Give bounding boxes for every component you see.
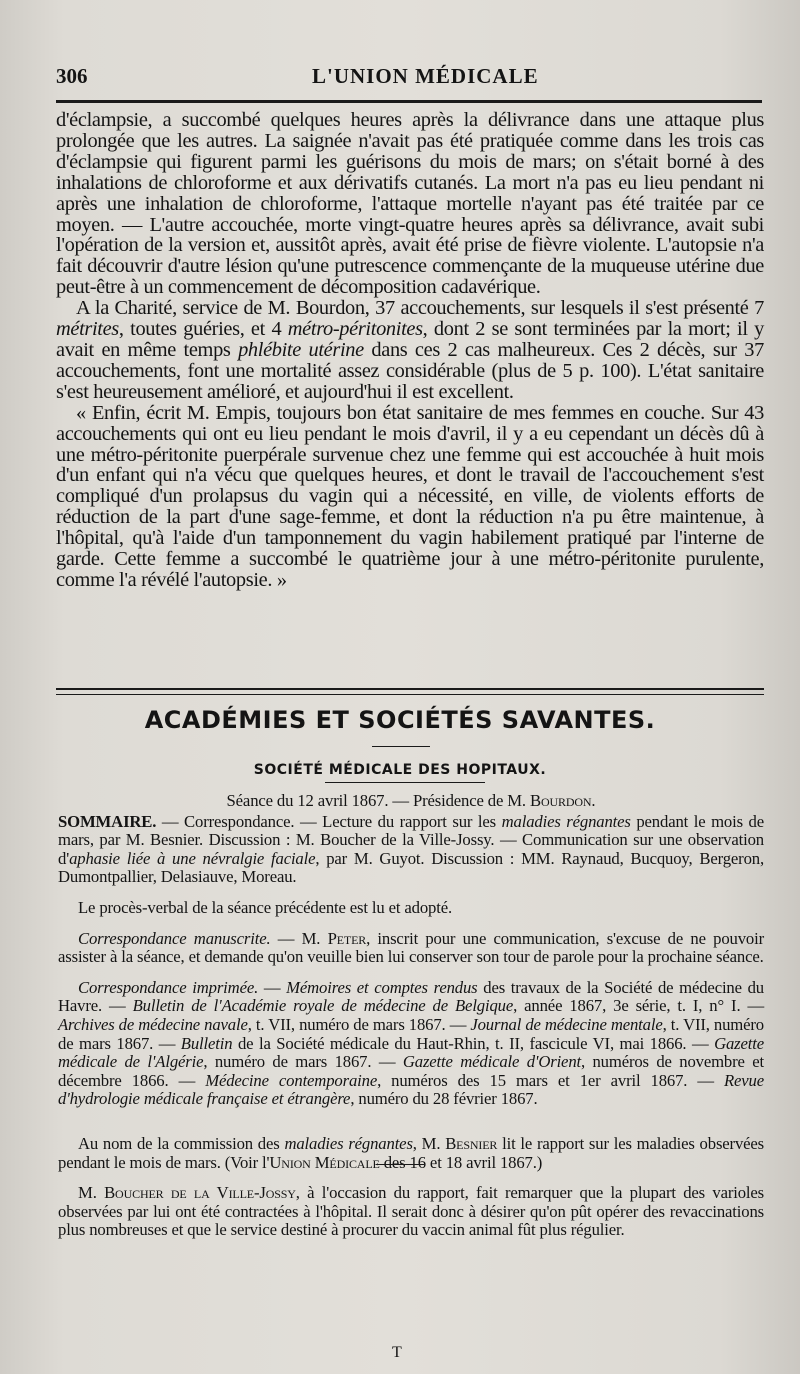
- text-run: , toutes guéries, et 4: [118, 318, 288, 341]
- text-run: pendant le mois de mars, par M. Besnier. Discussion : M. Boucher de la Ville-Jossy. — Communication sur une observation d': [58, 811, 764, 868]
- person-name: Boucher de la Ville-Jossy: [104, 1183, 296, 1203]
- sommaire-heading: SOMMAIRE.: [58, 811, 157, 831]
- text-run: —: [258, 977, 287, 997]
- separator-rule: [376, 1164, 424, 1165]
- text-run: , numéros des 15 mars et 1er avril 1867. —: [377, 1070, 724, 1090]
- text-run: , dont 2 se sont terminées par la mort; il y avait en même temps: [56, 318, 764, 361]
- text-run: , année 1867, 3e série, t. I, n° I. —: [513, 996, 765, 1016]
- italic-term: Médecine contemporaine: [205, 1070, 378, 1090]
- president-name: Bourdon: [529, 791, 592, 810]
- title-rule: [372, 746, 430, 747]
- italic-term: Bulletin: [180, 1033, 233, 1053]
- section-title: ACADÉMIES ET SOCIÉTÉS SAVANTES.: [144, 706, 656, 734]
- text-run: lit le rapport sur les maladies observées pendant le mois de mars. (Voir l': [58, 1133, 765, 1172]
- boucher-paragraph: [58, 1184, 764, 1240]
- footer-mark: T: [392, 1344, 402, 1361]
- page-number: 306: [56, 64, 88, 88]
- text-run: , M.: [412, 1133, 446, 1153]
- text-run: — M.: [270, 928, 328, 948]
- society-title: SOCIÉTÉ MÉDICALE DES HOPITAUX.: [253, 762, 547, 778]
- text-run: , à l'occasion du rapport, fait remarquer que la plupart des varioles observées par lui ont été contractées à l'hôpital. Il serait donc à désirer qu'on pût opérer des revaccinations plus nombreuses et que le service destiné à procurer du vaccin animal fût plus régulier.: [58, 1183, 764, 1240]
- italic-term: métrites: [56, 318, 119, 341]
- correspondance-manuscrite: [58, 930, 764, 967]
- text-run: A la Charité, service de M. Bourdon, 37 accouchements, sur lesquels il s'est présenté 7: [76, 297, 764, 320]
- italic-term: Revue d'hydrologie médicale française et étrangère: [58, 1070, 764, 1109]
- sommaire: [58, 813, 764, 887]
- paragraph-charite: [56, 298, 764, 403]
- italic-term: Bulletin de l'Académie royale de médecine de Belgique: [132, 996, 514, 1016]
- italic-term: aphasie liée à une névralgie faciale: [69, 848, 316, 868]
- text-run: M.: [78, 1183, 105, 1203]
- text-run: des travaux de la Société de médecine du Havre. —: [58, 977, 765, 1016]
- paragraph-empis: « Enfin, écrit M. Empis, toujours bon état sanitaire de mes femmes en couche. Sur 43 accouchements qui ont eu lieu pendant le mois d'avril, il y a eu cependant un décès dû à une métro-péritonite puerpérale survenue chez une femme qui est accouchée à huit mois d'un enfant qui n'a vécu que quelques heures, et dont le travail de l'accouchement s'est compliqué d'un prolapsus du vagin qui a nécessité, en ville, de violents efforts de réduction de la part d'une sage-femme, et dont la réduction n'a pu être maintenue, à l'hôpital, qu'à l'aide d'un tamponnement du vagin habilement pratiqué par l'interne de garde. Cette femme a succombé le quatrième jour à une métro-péritonite purulente, comme l'a révélé l'autopsie. »: [56, 401, 764, 591]
- text-run: Séance du 12 avril 1867. — Présidence de M.: [226, 791, 530, 810]
- text-run: , numéro du 28 février 1867.: [350, 1089, 538, 1109]
- seance-line: [58, 792, 764, 811]
- person-name: Besnier: [445, 1133, 498, 1153]
- text-run: .: [591, 791, 596, 810]
- text-run: de la Société médicale du Haut-Rhin, t. II, fascicule VI, mai 1866. —: [232, 1033, 715, 1053]
- proces-verbal: Le procès-verbal de la séance précédente est lu et adopté.: [78, 897, 452, 917]
- society-report: [58, 792, 764, 1240]
- header-rule: [56, 100, 762, 103]
- italic-term: phlébite utérine: [238, 338, 364, 361]
- italic-term: Mémoires et comptes rendus: [286, 977, 478, 997]
- correspondance-imprimee: [58, 979, 764, 1109]
- section-divider: [56, 688, 764, 695]
- text-run: , t. VII, numéro de mars 1867. —: [247, 1014, 471, 1034]
- text-run: , inscrit pour une communication, s'excuse de ne pouvoir assister à la séance, et demande qu'on veuille bien lui conserver son tour de parole pour la prochaine séance.: [58, 928, 764, 967]
- running-title: L'UNION MÉDICALE: [312, 64, 539, 88]
- text-run: , numéros de novembre et décembre 1866. —: [58, 1052, 764, 1090]
- italic-term: maladies régnantes: [501, 811, 631, 831]
- text-run: dans ces 2 cas malheureux. Ces 2 décès, sur 37 accouchements, font une mortalité assez considérable (plus de 5 p. 100). L'état sanitaire s'est heureusement amélioré, et aujourd'hui il est excellent.: [56, 338, 764, 403]
- person-name: Peter: [327, 928, 367, 948]
- text-run: Au nom de la commission des: [78, 1133, 285, 1153]
- italic-term: Archives de médecine navale: [58, 1014, 248, 1034]
- text-run: , par M. Guyot. Discussion : MM. Raynaud, Bucquoy, Bergeron, Dumontpallier, Delasiauve, Moreau.: [58, 848, 764, 887]
- text-run: des 16 et 18 avril 1867.): [379, 1152, 543, 1172]
- text-run: , t. VII, numéro de mars 1867. —: [58, 1014, 764, 1053]
- article-text: [56, 110, 764, 591]
- paragraph-eclampsie: d'éclampsie, a succombé quelques heures après la délivrance dans une attaque plus prolongée que les autres. La saignée n'avait pas été pratiquée comme dans les trois cas d'éclampsie qui figurent parmi les guérisons du mois de mars; on s'était borné à des inhalations de chloroforme et aux dérivatifs cutanés. La mort n'a pas eu lieu pendant ni après une inhalation de chloroforme, l'attaque mortelle n'ayant pas été traitée par ce moyen. — L'autre accouchée, morte vingt-quatre heures après sa délivrance, avait subi l'opération de la version et, aussitôt après, avait été prise de fièvre violente. L'autopsie n'a fait découvrir d'autre lésion qu'une putrescence commençante de la muqueuse utérine due peut-être à un commencement de décomposition cadavérique.: [56, 109, 764, 299]
- text-run: — Correspondance. — Lecture du rapport sur les: [156, 811, 502, 831]
- italic-term: Journal de médecine mentale: [470, 1014, 663, 1034]
- italic-term: Gazette médicale de l'Algérie: [58, 1033, 764, 1072]
- italic-term: métro-péritonites: [287, 318, 423, 341]
- italic-heading: Correspondance imprimée.: [78, 977, 259, 997]
- journal-name: Union Médicale: [269, 1152, 380, 1172]
- text-run: , numéro de mars 1867. —: [203, 1052, 403, 1072]
- page-header: [56, 62, 760, 92]
- italic-heading: Correspondance manuscrite.: [78, 928, 271, 948]
- society-rule: [325, 782, 485, 783]
- rapport-paragraph: [58, 1135, 764, 1172]
- italic-term: maladies régnantes: [284, 1133, 413, 1153]
- italic-term: Gazette médicale d'Orient: [402, 1052, 581, 1072]
